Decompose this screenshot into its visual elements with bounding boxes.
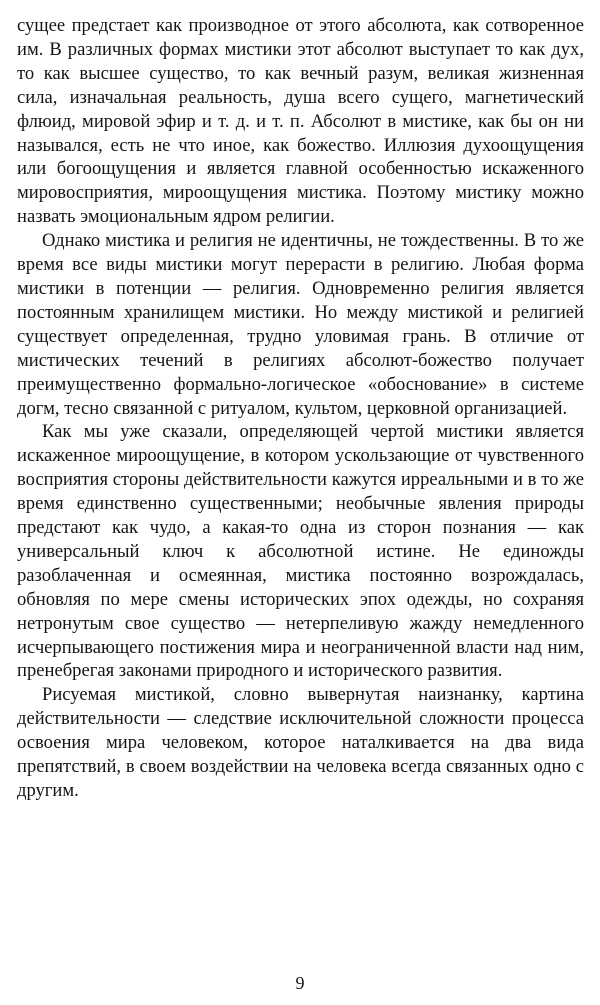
page-number: 9 bbox=[295, 973, 305, 993]
paragraph-1: сущее предстает как производное от этого абсолюта, как сотворенное им. В различных формах мистики этот абсолют выступает то как дух, то как высшее существо, то как вечный разум, великая жизненная сила, изначальная реальность, душа всего сущего, магнетический флюид, мировой эфир и т. д. и т. п. Абсолют в мистике, как бы он ни назывался, есть не что иное, как божество. Иллюзия духоощущения или богоощущения и является главной особенностью искаженного мировосприятия, мироощущения мистика. Поэтому мистику можно назвать эмоциональным ядром религии. bbox=[17, 15, 584, 228]
paragraph-2: Однако мистика и религия не идентичны, не тождественны. В то же время все виды мистики могут перерасти в религию. Любая форма мистики в потенции — религия. Одновременно религия является постоянным хранилищем мистики. Но между мистикой и религией существует определенная, трудно уловимая грань. В отличие от мистических течений в религиях абсолют-божество получает преимущественно формально-логическое «обоснование» в системе догм, тесно связанной с ритуалом, культом, церковной организацией. bbox=[17, 230, 584, 419]
paragraph-3: Как мы уже сказали, определяющей чертой мистики является искаженное мироощущение, в котором ускользающие от чувственного восприятия стороны действительности кажутся ирреальными и в то же время единственно существенными; необычные явления природы предстают как чудо, а какая-то одна из сторон познания — как универсальный ключ к абсолютной истине. Не единожды разоблаченная и осмеянная, мистика постоянно возрождалась, обновляя по мере смены исторических эпох одежды, но сохраняя нетронутым свое существо — нетерпеливую жажду немедленного исчерпывающего постижения мира и неограниченной власти над ним, пренебрегая законами природного и исторического развития. bbox=[17, 421, 584, 682]
paragraph-4: Рисуемая мистикой, словно вывернутая наизнанку, картина действительности — следствие исключительной сложности процесса освоения мира человеком, которое наталкивается на два вида препятствий, в своем воздействии на человека всегда связанных одно с другим. bbox=[17, 684, 584, 801]
page-body bbox=[17, 14, 584, 803]
